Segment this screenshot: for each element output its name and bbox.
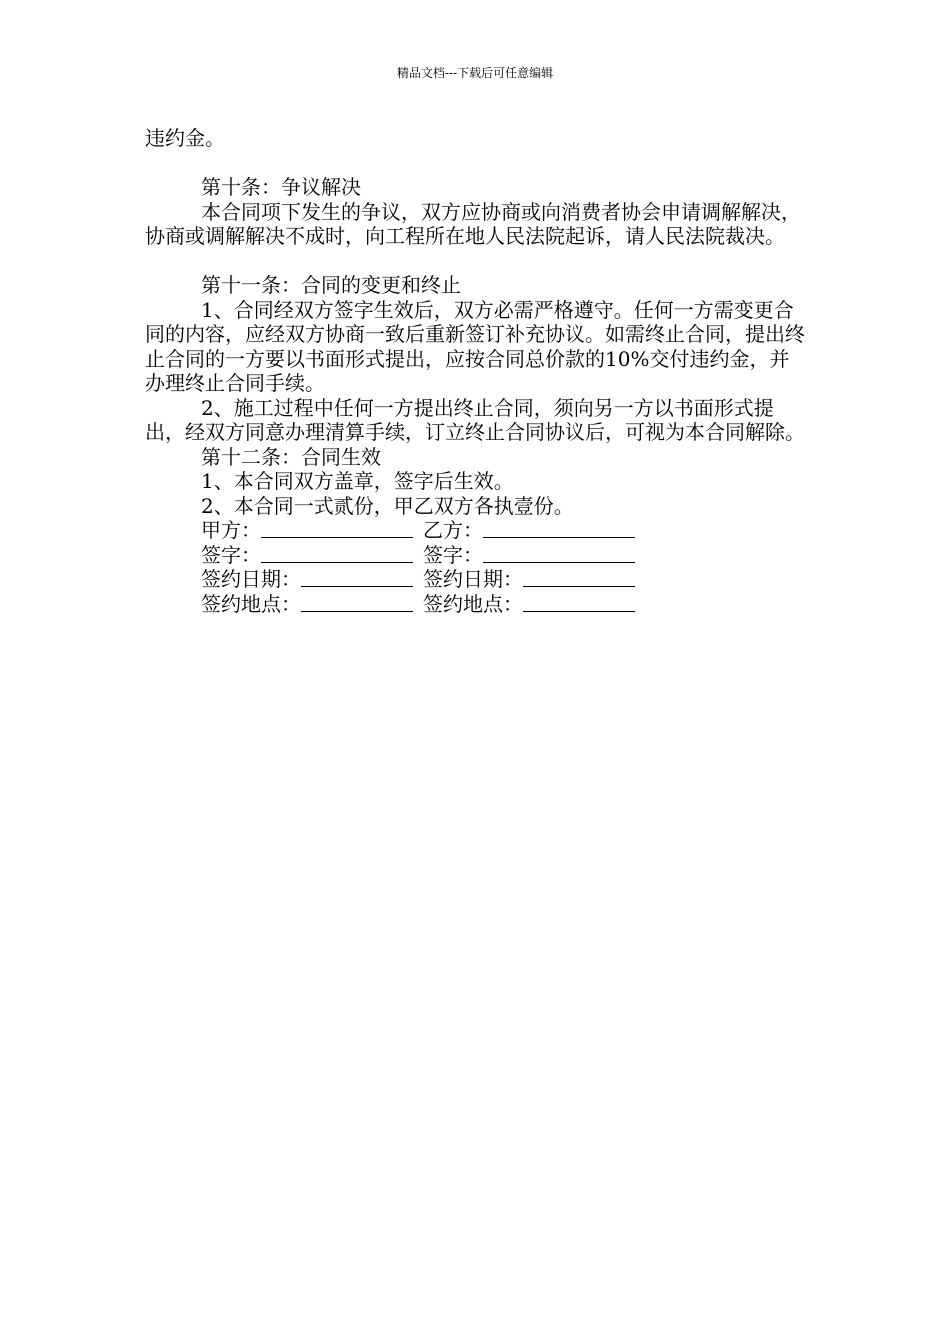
article-12-title: 第十二条：合同生效 <box>201 444 381 469</box>
article-11-item-2: 2、施工过程中任何一方提出终止合同，须向另一方以书面形式提出，经双方同意办理清算手续，订立终止合同协议后，可视为本合同解除。 <box>145 395 805 444</box>
article-10-title: 第十条：争议解决 <box>201 175 361 199</box>
party-b-label: 乙方： <box>423 518 483 542</box>
article-12-item-1: 1、本合同双方盖章，签字后生效。 <box>201 469 514 493</box>
sign-b-label: 签字： <box>423 542 483 567</box>
place-a-cell <box>201 592 423 617</box>
place-b-blank[interactable] <box>523 592 635 612</box>
party-a-cell <box>201 518 423 543</box>
article-11-title: 第十一条：合同的变更和终止 <box>201 273 461 297</box>
party-b-cell <box>423 518 645 543</box>
place-b-cell <box>423 592 645 617</box>
sign-a-cell <box>201 543 423 568</box>
signature-row-place <box>145 592 807 617</box>
signature-row-date <box>145 567 807 592</box>
article-10-text: 本合同项下发生的争议，双方应协商或向消费者协会申请调解解决，协商或调解解决不成时，向工程所在地人民法院起诉，请人民法院裁决。 <box>145 199 801 248</box>
sign-a-label: 签字： <box>201 542 261 567</box>
spacer <box>145 249 807 274</box>
signature-row-sign <box>145 543 807 568</box>
article-12-item-2: 2、本合同一式贰份，甲乙双方各执壹份。 <box>201 493 574 518</box>
date-a-blank[interactable] <box>301 567 413 587</box>
sign-b-blank[interactable] <box>483 543 635 563</box>
place-a-blank[interactable] <box>301 592 413 612</box>
date-b-cell <box>423 567 645 592</box>
date-a-label: 签约日期： <box>201 567 301 591</box>
signature-row-party <box>145 518 807 543</box>
place-a-label: 签约地点： <box>201 591 301 616</box>
party-a-blank[interactable] <box>261 518 413 538</box>
document-body <box>145 126 807 616</box>
sign-b-cell <box>423 543 645 568</box>
spacer <box>145 151 807 176</box>
intro-line: 违约金。 <box>145 126 225 150</box>
party-b-blank[interactable] <box>483 518 635 538</box>
page-header: 精品文档---下载后可任意编辑 <box>396 66 554 80</box>
sign-a-blank[interactable] <box>261 543 413 563</box>
place-b-label: 签约地点： <box>423 591 523 616</box>
article-11-item-1: 1、合同经双方签字生效后，双方必需严格遵守。任何一方需变更合同的内容，应经双方协商一致后重新签订补充协议。如需终止合同，提出终止合同的一方要以书面形式提出，应按合同总价款的10%交付违约金，并办理终止合同手续。 <box>145 297 805 395</box>
date-b-blank[interactable] <box>523 567 635 587</box>
date-a-cell <box>201 567 423 592</box>
party-a-label: 甲方： <box>201 518 261 542</box>
date-b-label: 签约日期： <box>423 567 523 591</box>
